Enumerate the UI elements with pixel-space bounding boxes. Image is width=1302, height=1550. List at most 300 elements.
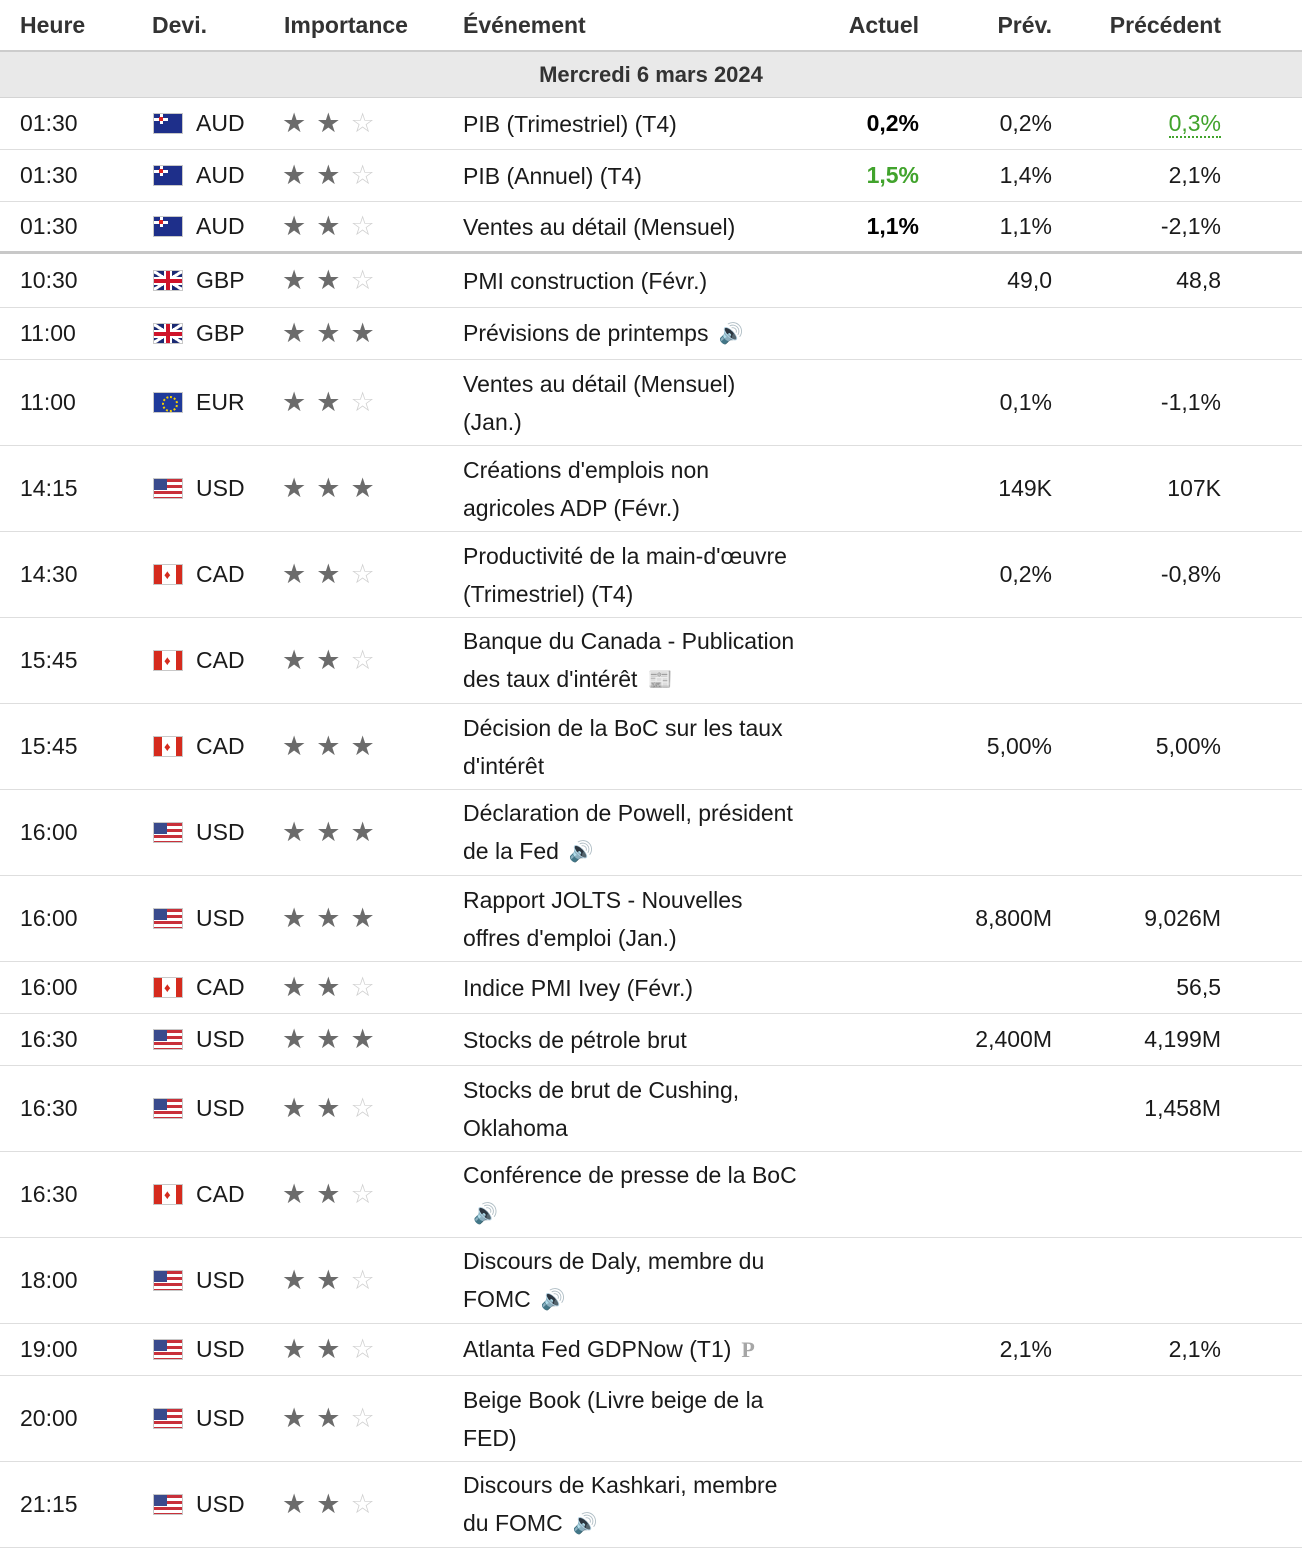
event-title-line1[interactable]: Beige Book (Livre beige de la bbox=[463, 1386, 764, 1413]
event-title-line2[interactable]: FOMC bbox=[463, 1285, 531, 1312]
event-time: 19:00 bbox=[20, 1336, 78, 1362]
event-row[interactable] bbox=[0, 254, 1302, 308]
event-title-line2[interactable]: d'intérêt bbox=[463, 752, 545, 779]
au-flag-icon bbox=[153, 165, 183, 186]
star-filled-icon: ★ bbox=[350, 817, 375, 847]
us-flag-icon bbox=[153, 1098, 183, 1119]
star-filled-icon: ★ bbox=[316, 731, 341, 761]
previous-value: 2,1% bbox=[1168, 1336, 1221, 1362]
event-text[interactable] bbox=[463, 1330, 755, 1370]
event-text[interactable] bbox=[463, 1242, 764, 1320]
event-row[interactable] bbox=[0, 1462, 1302, 1548]
event-text[interactable] bbox=[463, 709, 783, 785]
currency-code: USD bbox=[196, 905, 245, 931]
star-filled-icon: ★ bbox=[316, 108, 341, 138]
star-filled-icon: ★ bbox=[316, 1265, 341, 1295]
event-previous bbox=[1176, 962, 1221, 1013]
event-text[interactable] bbox=[463, 157, 642, 195]
event-currency bbox=[153, 962, 245, 1013]
event-title-line1[interactable]: PMI construction (Févr.) bbox=[463, 267, 708, 294]
star-filled-icon: ★ bbox=[316, 1093, 341, 1123]
importance-rating bbox=[282, 1462, 385, 1547]
gb-flag-icon bbox=[153, 270, 183, 291]
us-flag-icon bbox=[153, 1270, 183, 1291]
event-time: 01:30 bbox=[20, 110, 78, 136]
us-flag-icon bbox=[153, 478, 183, 499]
event-previous bbox=[1169, 150, 1221, 201]
event-title-line1[interactable]: Indice PMI Ivey (Févr.) bbox=[463, 974, 694, 1001]
us-flag-icon bbox=[153, 822, 183, 843]
event-currency bbox=[153, 1376, 245, 1461]
star-filled-icon: ★ bbox=[316, 473, 341, 503]
event-currency bbox=[153, 1152, 245, 1237]
importance-rating bbox=[282, 790, 385, 875]
event-title-line1[interactable]: Stocks de brut de Cushing, bbox=[463, 1076, 740, 1103]
event-currency bbox=[153, 618, 245, 703]
event-title-line2[interactable]: du FOMC bbox=[463, 1509, 563, 1536]
event-name[interactable] bbox=[463, 446, 823, 531]
star-empty-icon: ☆ bbox=[350, 108, 375, 138]
event-text[interactable] bbox=[463, 1381, 763, 1457]
event-row[interactable] bbox=[0, 962, 1302, 1014]
speaker-icon: 🔊 bbox=[718, 323, 744, 346]
star-empty-icon: ☆ bbox=[350, 160, 375, 190]
au-flag-icon bbox=[153, 216, 183, 237]
event-text[interactable] bbox=[463, 1466, 777, 1544]
event-forecast: 49,0 bbox=[1007, 267, 1052, 293]
event-currency bbox=[153, 1462, 245, 1547]
event-forecast: 0,2% bbox=[999, 561, 1052, 587]
star-filled-icon: ★ bbox=[316, 160, 341, 190]
event-row[interactable] bbox=[0, 202, 1302, 254]
header-time[interactable]: Heure bbox=[20, 12, 86, 38]
event-text[interactable] bbox=[463, 105, 677, 143]
currency-code: USD bbox=[196, 1267, 245, 1293]
event-name[interactable] bbox=[463, 308, 823, 359]
document-icon: 📰 bbox=[647, 669, 673, 692]
previous-value: -1,1% bbox=[1160, 389, 1221, 415]
us-flag-icon bbox=[153, 1494, 183, 1515]
event-title-line1[interactable]: Discours de Kashkari, membre bbox=[463, 1471, 778, 1498]
event-currency bbox=[153, 360, 245, 445]
event-text[interactable] bbox=[463, 537, 787, 613]
event-currency bbox=[153, 1014, 245, 1065]
event-text[interactable] bbox=[463, 1156, 797, 1234]
event-title-line2[interactable]: des taux d'intérêt bbox=[463, 665, 638, 692]
event-currency bbox=[153, 446, 245, 531]
event-text[interactable] bbox=[463, 969, 693, 1007]
event-row[interactable] bbox=[0, 1152, 1302, 1238]
header-forecast[interactable]: Prév. bbox=[997, 12, 1052, 38]
star-filled-icon: ★ bbox=[316, 318, 341, 348]
importance-rating bbox=[282, 876, 385, 961]
speaker-icon: 🔊 bbox=[540, 1289, 566, 1312]
star-filled-icon: ★ bbox=[316, 1403, 341, 1433]
currency-code: USD bbox=[196, 1491, 245, 1517]
event-time: 16:30 bbox=[20, 1181, 78, 1207]
event-previous bbox=[1144, 1014, 1221, 1065]
event-text[interactable] bbox=[463, 314, 743, 354]
event-time: 16:30 bbox=[20, 1095, 78, 1121]
importance-rating bbox=[282, 618, 385, 703]
star-filled-icon: ★ bbox=[282, 1403, 307, 1433]
star-filled-icon: ★ bbox=[316, 1489, 341, 1519]
event-time: 16:00 bbox=[20, 905, 78, 931]
currency-code: CAD bbox=[196, 1181, 245, 1207]
star-empty-icon: ☆ bbox=[350, 559, 375, 589]
star-filled-icon: ★ bbox=[316, 645, 341, 675]
event-row[interactable] bbox=[0, 1066, 1302, 1152]
event-title-line1[interactable]: Décision de la BoC sur les taux bbox=[463, 714, 783, 741]
event-actual bbox=[867, 150, 919, 201]
event-time: 15:45 bbox=[20, 647, 78, 673]
star-filled-icon: ★ bbox=[282, 972, 307, 1002]
event-name[interactable] bbox=[463, 1066, 823, 1151]
event-time: 16:00 bbox=[20, 974, 78, 1000]
event-name[interactable] bbox=[463, 202, 823, 251]
star-filled-icon: ★ bbox=[282, 108, 307, 138]
star-empty-icon: ☆ bbox=[350, 211, 375, 241]
ca-flag-icon bbox=[153, 650, 183, 671]
event-title-line2[interactable]: agricoles ADP (Févr.) bbox=[463, 494, 680, 521]
event-time: 16:30 bbox=[20, 1026, 78, 1052]
event-name[interactable] bbox=[463, 360, 823, 445]
us-flag-icon bbox=[153, 908, 183, 929]
event-title-line1[interactable]: Créations d'emplois non bbox=[463, 456, 710, 483]
event-title-line1[interactable]: Productivité de la main-d'œuvre bbox=[463, 542, 787, 569]
star-filled-icon: ★ bbox=[316, 903, 341, 933]
header-event[interactable]: Événement bbox=[463, 12, 586, 38]
star-filled-icon: ★ bbox=[316, 265, 341, 295]
event-name[interactable] bbox=[463, 704, 823, 789]
speaker-icon: 🔊 bbox=[572, 1513, 598, 1536]
event-row[interactable] bbox=[0, 876, 1302, 962]
event-currency bbox=[153, 150, 245, 201]
star-filled-icon: ★ bbox=[282, 160, 307, 190]
star-filled-icon: ★ bbox=[282, 318, 307, 348]
star-empty-icon: ☆ bbox=[350, 1403, 375, 1433]
event-title-line1[interactable]: PIB (Trimestriel) (T4) bbox=[463, 110, 677, 137]
event-previous bbox=[1161, 532, 1221, 617]
currency-code: USD bbox=[196, 819, 245, 845]
event-forecast: 2,400M bbox=[975, 1026, 1052, 1052]
star-empty-icon: ☆ bbox=[350, 972, 375, 1002]
event-title-line1[interactable]: Conférence de presse de la BoC bbox=[463, 1161, 797, 1188]
event-name[interactable] bbox=[463, 618, 823, 703]
header-actual[interactable]: Actuel bbox=[848, 12, 919, 38]
previous-value[interactable]: 0,3% bbox=[1168, 109, 1221, 136]
star-filled-icon: ★ bbox=[350, 903, 375, 933]
star-filled-icon: ★ bbox=[316, 1179, 341, 1209]
star-filled-icon: ★ bbox=[282, 903, 307, 933]
us-flag-icon bbox=[153, 1339, 183, 1360]
previous-value: -2,1% bbox=[1160, 213, 1221, 239]
event-text[interactable] bbox=[463, 1071, 739, 1147]
event-text[interactable] bbox=[463, 208, 735, 246]
event-currency bbox=[153, 1324, 245, 1375]
event-currency bbox=[153, 202, 245, 251]
importance-rating bbox=[282, 254, 385, 307]
event-title-line1[interactable]: Ventes au détail (Mensuel) bbox=[463, 370, 736, 397]
event-currency bbox=[153, 790, 245, 875]
currency-code: USD bbox=[196, 1336, 245, 1362]
star-filled-icon: ★ bbox=[282, 1265, 307, 1295]
ca-flag-icon bbox=[153, 564, 183, 585]
event-name[interactable] bbox=[463, 962, 823, 1013]
event-actual bbox=[867, 98, 919, 149]
us-flag-icon bbox=[153, 1029, 183, 1050]
au-flag-icon bbox=[153, 113, 183, 134]
currency-code: GBP bbox=[196, 267, 245, 293]
event-forecast: 5,00% bbox=[986, 733, 1052, 759]
importance-rating bbox=[282, 1014, 385, 1065]
star-filled-icon: ★ bbox=[350, 318, 375, 348]
actual-value: 1,1% bbox=[866, 213, 919, 239]
event-title-line2[interactable]: (Trimestriel) (T4) bbox=[463, 580, 634, 607]
us-flag-icon bbox=[153, 1408, 183, 1429]
event-title-line1[interactable]: Ventes au détail (Mensuel) bbox=[463, 213, 736, 240]
event-time: 11:00 bbox=[20, 389, 76, 415]
event-time: 15:45 bbox=[20, 733, 78, 759]
importance-rating bbox=[282, 98, 385, 149]
event-forecast: 0,2% bbox=[999, 110, 1052, 136]
ca-flag-icon bbox=[153, 977, 183, 998]
event-row[interactable] bbox=[0, 308, 1302, 360]
star-empty-icon: ☆ bbox=[350, 1093, 375, 1123]
table-header bbox=[0, 0, 1302, 52]
event-name[interactable] bbox=[463, 254, 823, 307]
event-previous[interactable] bbox=[1169, 98, 1221, 149]
star-filled-icon: ★ bbox=[316, 211, 341, 241]
event-time: 20:00 bbox=[20, 1405, 78, 1431]
event-row[interactable] bbox=[0, 98, 1302, 150]
star-filled-icon: ★ bbox=[282, 265, 307, 295]
event-row[interactable] bbox=[0, 150, 1302, 202]
event-currency bbox=[153, 254, 245, 307]
event-actual bbox=[867, 202, 919, 251]
event-row[interactable] bbox=[0, 446, 1302, 532]
event-title-line2[interactable]: offres d'emploi (Jan.) bbox=[463, 924, 677, 951]
event-title-line2[interactable]: FED) bbox=[463, 1424, 517, 1451]
currency-code: CAD bbox=[196, 561, 245, 587]
event-name[interactable] bbox=[463, 150, 823, 201]
event-time: 14:30 bbox=[20, 561, 78, 587]
importance-rating bbox=[282, 1376, 385, 1461]
event-previous bbox=[1161, 202, 1221, 251]
event-title-line1[interactable]: Discours de Daly, membre du bbox=[463, 1247, 765, 1274]
previous-value: -0,8% bbox=[1160, 561, 1221, 587]
importance-rating bbox=[282, 1238, 385, 1323]
event-row[interactable] bbox=[0, 360, 1302, 446]
currency-code: AUD bbox=[196, 213, 245, 239]
star-filled-icon: ★ bbox=[282, 387, 307, 417]
previous-value: 2,1% bbox=[1168, 162, 1221, 188]
event-name[interactable] bbox=[463, 1238, 823, 1323]
event-title-line1[interactable]: Banque du Canada - Publication bbox=[463, 627, 795, 654]
event-currency bbox=[153, 1066, 245, 1151]
importance-rating bbox=[282, 704, 385, 789]
event-time: 11:00 bbox=[20, 320, 76, 346]
previous-value: 56,5 bbox=[1176, 974, 1221, 1000]
event-row[interactable] bbox=[0, 1324, 1302, 1376]
event-row[interactable] bbox=[0, 704, 1302, 790]
event-name[interactable] bbox=[463, 876, 823, 961]
event-name[interactable] bbox=[463, 1152, 823, 1237]
event-time: 21:15 bbox=[20, 1491, 78, 1517]
previous-value: 9,026M bbox=[1144, 905, 1221, 931]
event-currency bbox=[153, 532, 245, 617]
currency-code: EUR bbox=[196, 389, 245, 415]
speaker-icon: 🔊 bbox=[568, 841, 594, 864]
star-filled-icon: ★ bbox=[350, 731, 375, 761]
star-filled-icon: ★ bbox=[350, 1024, 375, 1054]
event-previous bbox=[1167, 446, 1221, 531]
event-forecast: 149K bbox=[998, 475, 1052, 501]
star-filled-icon: ★ bbox=[282, 211, 307, 241]
event-title-line1[interactable]: Stocks de pétrole brut bbox=[463, 1026, 687, 1053]
star-filled-icon: ★ bbox=[282, 817, 307, 847]
speaker-icon: 🔊 bbox=[473, 1203, 498, 1226]
ca-flag-icon bbox=[153, 1184, 183, 1205]
currency-code: USD bbox=[196, 1095, 245, 1121]
star-empty-icon: ☆ bbox=[350, 645, 375, 675]
event-text[interactable] bbox=[463, 262, 707, 300]
event-text[interactable] bbox=[463, 881, 743, 957]
star-empty-icon: ☆ bbox=[350, 1334, 375, 1364]
star-filled-icon: ★ bbox=[282, 1179, 307, 1209]
star-filled-icon: ★ bbox=[282, 1489, 307, 1519]
star-filled-icon: ★ bbox=[282, 559, 307, 589]
header-importance[interactable]: Importance bbox=[284, 12, 408, 38]
currency-code: USD bbox=[196, 475, 245, 501]
event-name[interactable] bbox=[463, 98, 823, 149]
star-filled-icon: ★ bbox=[282, 1093, 307, 1123]
event-title-line1[interactable]: Déclaration de Powell, président bbox=[463, 799, 793, 826]
event-row[interactable] bbox=[0, 618, 1302, 704]
event-text[interactable] bbox=[463, 451, 709, 527]
importance-rating bbox=[282, 1324, 385, 1375]
currency-code: CAD bbox=[196, 647, 245, 673]
event-title-line1[interactable]: Rapport JOLTS - Nouvelles bbox=[463, 886, 743, 913]
event-row[interactable] bbox=[0, 1014, 1302, 1066]
star-filled-icon: ★ bbox=[282, 1024, 307, 1054]
event-forecast: 2,1% bbox=[999, 1336, 1052, 1362]
event-text[interactable] bbox=[463, 365, 735, 441]
event-row[interactable] bbox=[0, 532, 1302, 618]
currency-code: CAD bbox=[196, 974, 245, 1000]
event-name[interactable] bbox=[463, 1014, 823, 1065]
event-row[interactable] bbox=[0, 790, 1302, 876]
importance-rating bbox=[282, 150, 385, 201]
star-filled-icon: ★ bbox=[316, 817, 341, 847]
star-empty-icon: ☆ bbox=[350, 1489, 375, 1519]
star-empty-icon: ☆ bbox=[350, 1265, 375, 1295]
star-filled-icon: ★ bbox=[316, 1334, 341, 1364]
star-empty-icon: ☆ bbox=[350, 265, 375, 295]
header-previous[interactable]: Précédent bbox=[1109, 12, 1221, 38]
importance-rating bbox=[282, 1066, 385, 1151]
eu-flag-icon bbox=[153, 392, 183, 413]
header-currency[interactable]: Devi. bbox=[152, 12, 207, 38]
event-title-line2[interactable]: (Jan.) bbox=[463, 408, 522, 435]
star-filled-icon: ★ bbox=[282, 731, 307, 761]
importance-rating bbox=[282, 360, 385, 445]
currency-code: USD bbox=[196, 1405, 245, 1431]
event-name[interactable] bbox=[463, 1324, 823, 1375]
currency-code: USD bbox=[196, 1026, 245, 1052]
importance-rating bbox=[282, 446, 385, 531]
event-previous bbox=[1161, 360, 1221, 445]
previous-value: 48,8 bbox=[1176, 267, 1221, 293]
event-time: 10:30 bbox=[20, 267, 78, 293]
importance-rating bbox=[282, 308, 385, 359]
event-previous bbox=[1144, 1066, 1221, 1151]
event-name[interactable] bbox=[463, 532, 823, 617]
importance-rating bbox=[282, 532, 385, 617]
event-name[interactable] bbox=[463, 1376, 823, 1461]
previous-value: 5,00% bbox=[1155, 733, 1221, 759]
star-filled-icon: ★ bbox=[316, 559, 341, 589]
event-title-line1[interactable]: Prévisions de printemps bbox=[463, 319, 709, 346]
event-previous bbox=[1144, 876, 1221, 961]
event-text[interactable] bbox=[463, 794, 793, 872]
currency-code: AUD bbox=[196, 110, 245, 136]
currency-code: AUD bbox=[196, 162, 245, 188]
event-title-line1[interactable]: PIB (Annuel) (T4) bbox=[463, 162, 642, 189]
event-currency bbox=[153, 308, 245, 359]
gb-flag-icon bbox=[153, 323, 183, 344]
event-title-line1[interactable]: Atlanta Fed GDPNow (T1) bbox=[463, 1335, 732, 1362]
importance-rating bbox=[282, 1152, 385, 1237]
star-filled-icon: ★ bbox=[350, 473, 375, 503]
actual-value: 1,5% bbox=[866, 162, 919, 188]
star-filled-icon: ★ bbox=[316, 972, 341, 1002]
event-currency bbox=[153, 98, 245, 149]
currency-code: CAD bbox=[196, 733, 245, 759]
star-filled-icon: ★ bbox=[282, 1334, 307, 1364]
previous-value: 107K bbox=[1167, 475, 1221, 501]
event-text[interactable] bbox=[463, 1021, 687, 1059]
event-name[interactable] bbox=[463, 1462, 823, 1547]
event-text[interactable] bbox=[463, 622, 794, 700]
event-title-line2[interactable]: de la Fed bbox=[463, 837, 559, 864]
event-name[interactable] bbox=[463, 790, 823, 875]
star-empty-icon: ☆ bbox=[350, 1179, 375, 1209]
event-previous bbox=[1156, 704, 1221, 789]
star-filled-icon: ★ bbox=[316, 387, 341, 417]
event-time: 16:00 bbox=[20, 819, 78, 845]
preliminary-icon: P bbox=[741, 1337, 755, 1363]
event-time: 14:15 bbox=[20, 475, 78, 501]
event-forecast: 1,4% bbox=[999, 162, 1052, 188]
event-previous bbox=[1169, 1324, 1221, 1375]
event-row[interactable] bbox=[0, 1376, 1302, 1462]
event-currency bbox=[153, 704, 245, 789]
importance-rating bbox=[282, 962, 385, 1013]
ca-flag-icon bbox=[153, 736, 183, 757]
event-time: 18:00 bbox=[20, 1267, 78, 1293]
event-time: 01:30 bbox=[20, 162, 78, 188]
star-filled-icon: ★ bbox=[282, 473, 307, 503]
event-forecast: 8,800M bbox=[975, 905, 1052, 931]
event-title-line2[interactable]: Oklahoma bbox=[463, 1114, 568, 1141]
star-filled-icon: ★ bbox=[316, 1024, 341, 1054]
event-row[interactable] bbox=[0, 1238, 1302, 1324]
event-currency bbox=[153, 1238, 245, 1323]
actual-value: 0,2% bbox=[866, 110, 919, 136]
day-header: Mercredi 6 mars 2024 bbox=[0, 52, 1302, 98]
currency-code: GBP bbox=[196, 320, 245, 346]
